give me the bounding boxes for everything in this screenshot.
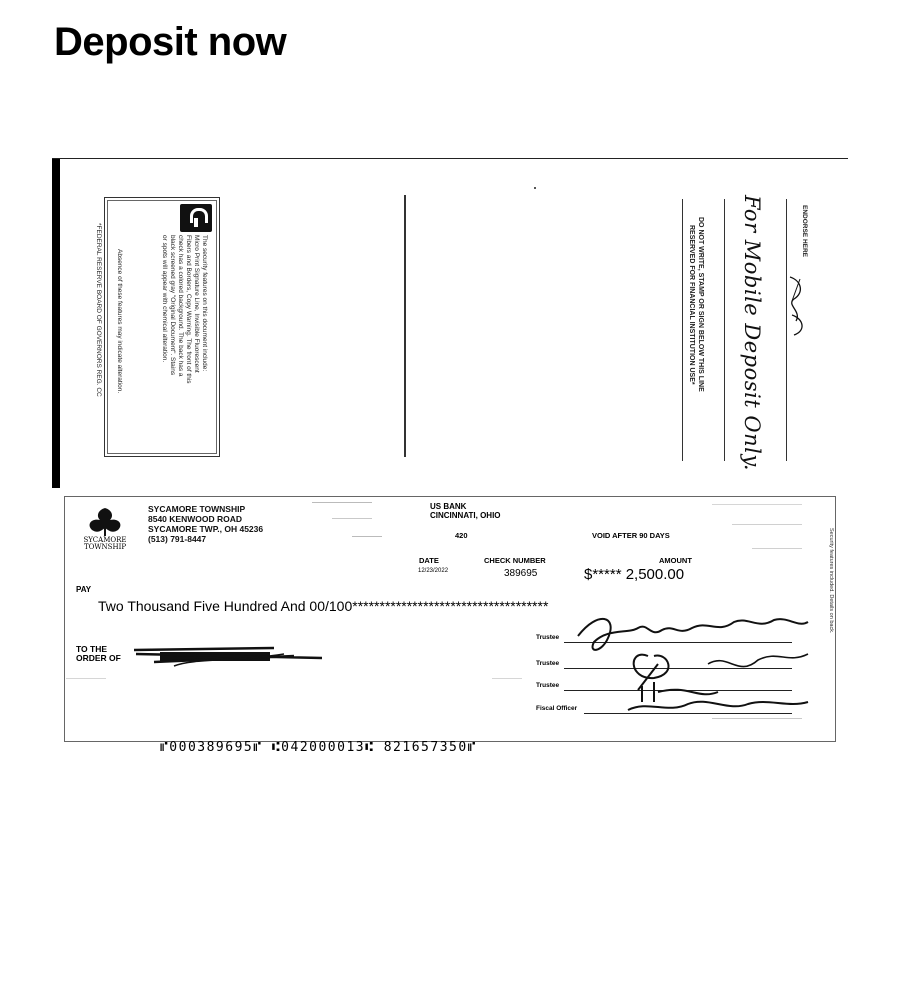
- absence-text: Absence of these features may indicate alteration.: [116, 249, 123, 394]
- bank-city: CINCINNATI, OHIO: [430, 511, 501, 520]
- federal-reserve-text: *FEDERAL RESERVE BOARD OF GOVERNORS REG. CC: [95, 223, 102, 397]
- payer-street: 8540 KENWOOD ROAD: [148, 514, 242, 524]
- bank-info: [430, 502, 501, 520]
- page-title: Deposit now: [54, 20, 287, 64]
- payee-redaction: [134, 644, 324, 668]
- payer-name: SYCAMORE TOWNSHIP: [148, 504, 246, 514]
- amount-in-words: Two Thousand Five Hundred And 00/100************************************: [98, 598, 549, 614]
- amount-label: AMOUNT: [659, 556, 692, 565]
- payer-city: SYCAMORE TWP., OH 45236: [148, 524, 264, 534]
- date-value: 12/23/2022: [418, 568, 449, 574]
- micr-line: ⑈000389695⑈ ⑆042000013⑆ 821657350⑈: [160, 740, 477, 755]
- security-text: The security features on this document include: Micro Print Signature Line, Invisible Fluorescent Fibers and Borders, Copy Warning. The front of this check has a colored background. The back has a black screened gray "Original Document". Stains or spots will appear with chemical alteration.: [161, 235, 208, 384]
- payer-phone: (513) 791-8447: [148, 534, 207, 544]
- payer-info: [148, 504, 263, 544]
- routing-fraction: 420: [455, 531, 468, 540]
- check-number: 389695: [504, 568, 538, 579]
- endorsement-text: For Mobile Deposit Only.: [740, 195, 764, 472]
- trustee-label-3: Trustee: [536, 682, 560, 689]
- security-side-note: Security features included. Details on back.: [828, 528, 834, 634]
- bank-name: US BANK: [430, 502, 467, 511]
- to-the-order-of-label: TO THE ORDER OF: [76, 644, 121, 663]
- reserved-text: RESERVED FOR FINANCIAL INSTITUTION USE*: [688, 225, 695, 385]
- logo-text-bottom: TOWNSHIP: [83, 543, 127, 550]
- void-notice: VOID AFTER 90 DAYS: [592, 531, 670, 540]
- check-image: [52, 158, 848, 778]
- pay-label: PAY: [76, 585, 92, 594]
- check-back: [52, 158, 848, 490]
- check-front: [52, 488, 848, 778]
- trustee-label-2: Trustee: [536, 660, 560, 667]
- fold-line: [404, 195, 406, 457]
- endorse-line-1: [682, 199, 683, 461]
- logo-text-top: SYCAMORE: [83, 536, 127, 544]
- endorsement-signature: [782, 271, 812, 341]
- date-label: DATE: [419, 556, 439, 565]
- scan-edge-bar: [52, 159, 60, 489]
- trustee-label-1: Trustee: [536, 634, 560, 641]
- check-number-label: CHECK NUMBER: [484, 556, 546, 565]
- endorse-here-label: ENDORSE HERE: [801, 205, 808, 258]
- padlock-icon: [180, 204, 212, 232]
- sycamore-township-logo: [78, 506, 132, 550]
- do-not-write-text: DO NOT WRITE, STAMP OR SIGN BELOW THIS LINE: [697, 217, 704, 392]
- amount-value: $***** 2,500.00: [584, 566, 685, 583]
- fiscal-officer-label: Fiscal Officer: [536, 705, 578, 712]
- endorse-line-2: [724, 199, 725, 461]
- signatures: [558, 608, 818, 720]
